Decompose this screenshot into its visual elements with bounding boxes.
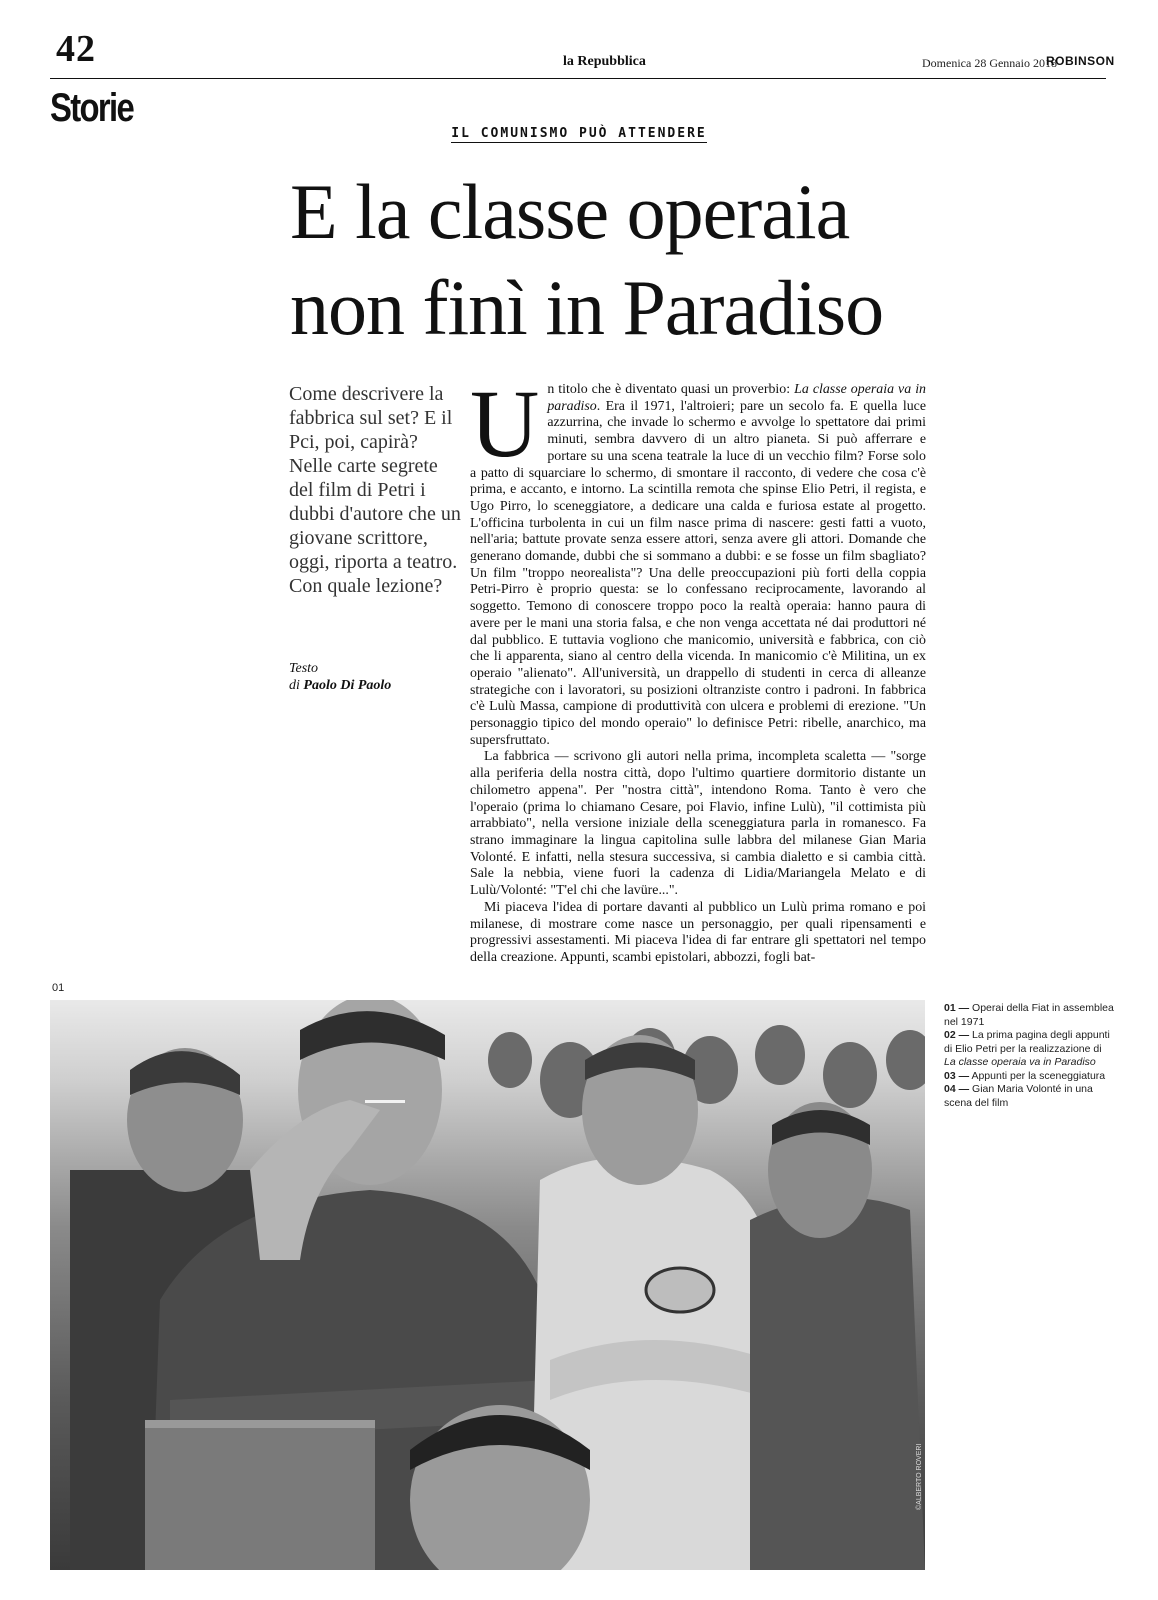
caption-film-title: La classe operaia va in Paradiso (944, 1056, 1096, 1068)
caption-text: Operai della Fiat in assemblea nel 1971 (944, 1002, 1114, 1028)
caption-text: Gian Maria Volonté in una scena del film (944, 1083, 1093, 1109)
photo-number: 01 (52, 982, 65, 994)
paragraph-1-part-a: n titolo che è diventato quasi un proverbio: (547, 382, 795, 397)
page-number: 42 (56, 28, 96, 70)
kicker-text: IL COMUNISMO PUÒ ATTENDERE (451, 126, 707, 141)
caption-text: Appunti per la sceneggiatura (971, 1069, 1106, 1082)
byline (289, 660, 459, 694)
caption-04 (944, 1083, 1114, 1110)
issue-date: Domenica 28 Gennaio 2018 (922, 56, 1057, 70)
standfirst: Come descrivere la fabbrica sul set? E il Pci, poi, capirà? Nelle carte segrete del film di Petri i dubbi d'autore che un giovane scrittore, oggi, riporta a teatro. Con quale lezione? (289, 383, 461, 597)
masthead: la Repubblica (563, 54, 646, 69)
headline (290, 164, 950, 356)
caption-01 (944, 1002, 1114, 1029)
supplement-name: ROBINSON (1046, 54, 1115, 68)
article-body (470, 382, 926, 972)
caption-number: 04 — (944, 1083, 970, 1095)
photo-fiat-workers (50, 1000, 925, 1570)
caption-02 (944, 1029, 1114, 1070)
paragraph-3: Mi piaceva l'idea di portare davanti al pubblico un Lulù prima romano e poi milanese, di mostrare come nasce un personaggio, per quali ripensamenti e progressivi assestamenti. Mi piaceva l'idea di far entrare gli spettatori nel tempo della creazione. Appunti, scambi epistolari, abbozzi, fogli bat- (470, 899, 926, 965)
paragraph-2: La fabbrica — scrivono gli autori nella prima, incompleta scaletta — "sorge alla periferia della nostra città, dopo l'ultimo quartiere dormitorio distante un chilometro appena". Per "nostra città", intendono Roma. Tanto è vero che l'operaio (prima lo chiamano Cesare, poi Flavio, infine Lulù), "il cottimista più arrabbiato", nella versione iniziale della sceneggiatura parla in romanesco. Fa strano immaginare la lingua capitolina sulle labbra del milanese Gian Maria Volonté. E infatti, nella stesura successiva, si cambia dialetto e si cambia città. Sale la nebbia, viene fuori la cadenza di Lidia/Mariangela Melato e di Lulù/Volonté: "T'el chi che lavüre...". (470, 749, 926, 899)
caption-number: 01 — (944, 1002, 970, 1014)
photo-illustration (50, 1000, 925, 1570)
caption-03 (944, 1070, 1114, 1084)
photo-captions (944, 1002, 1114, 1110)
photo-credit: ©ALBERTO ROVERI (916, 1443, 923, 1510)
paragraph-1-part-b: . Era il 1971, l'altroieri; pare un secolo fa. E quella luce azzurrina, che invade lo schermo e avvolge lo spettatore dai primi minuti, sembra davvero di un altro pianeta. Si può afferrare e portare su una scena teatrale la luce di un vecchio film? Forse solo a patto di squarciare lo schermo, di smontare il racconto, di vedere che cosa c'è prima, e accanto, e intorno. La scintilla remota che spinse Elio Petri, il regista, e Ugo Pirro, lo sceneggiatore, a dedicare una calda e furiosa estate al progetto. L'officina turbolenta in cui un film nasce prima di nascere: gesti fatti a vuoto, nell'aria; battute provate senza essere attori, senza avere gli attori. Domande che generano domande, dubbi che si sommano a dubbi: e se fosse un film sbagliato? Un film "troppo neorealista"? Una delle preoccupazioni più forti della coppia Petri-Pirro è proprio questa: se lo confessano reciprocamente, lavorando al soggetto. Temono di conoscere troppo poco la realtà operaia: hanno paura di avere per le mani una storia falsa, e che non venga accettata né dai produttori né dal pubblico. E tuttavia vogliono che manicomio, università e fabbrica, con ciò che li apparenta, siano al centro della vicenda. In manicomio c'è Militina, un ex operaio "alienato". All'università, un drappello di studenti in cerca di alleanze strategiche con i lavoratori, su posizioni oltranziste contro i padroni. In fabbrica c'è Lulù Massa, campione di produttività con ulcera e problemi di erezione. "Un personaggio tipico del mondo operaio" lo definisce Petri: ribelle, anarchico, ma supersfruttato. (470, 398, 926, 748)
header-rule (50, 78, 1106, 79)
byline-author: Paolo Di Paolo (303, 678, 392, 693)
caption-text: La prima pagina degli appunti di Elio Petri per la realizzazione di (944, 1029, 1110, 1055)
byline-label: Testo (289, 661, 319, 676)
film-title: La classe operaia va in paradiso (547, 382, 926, 414)
headline-line-2: non finì in Paradiso (290, 264, 884, 351)
paragraph-1 (470, 382, 926, 749)
byline-prefix: di (289, 678, 300, 693)
drop-cap: U (470, 382, 540, 477)
section-label: Storie (50, 86, 134, 130)
headline-line-1: E la classe operaia (290, 168, 850, 255)
kicker (0, 126, 1158, 141)
caption-number: 03 — (944, 1069, 970, 1082)
caption-number: 02 — (944, 1029, 970, 1041)
